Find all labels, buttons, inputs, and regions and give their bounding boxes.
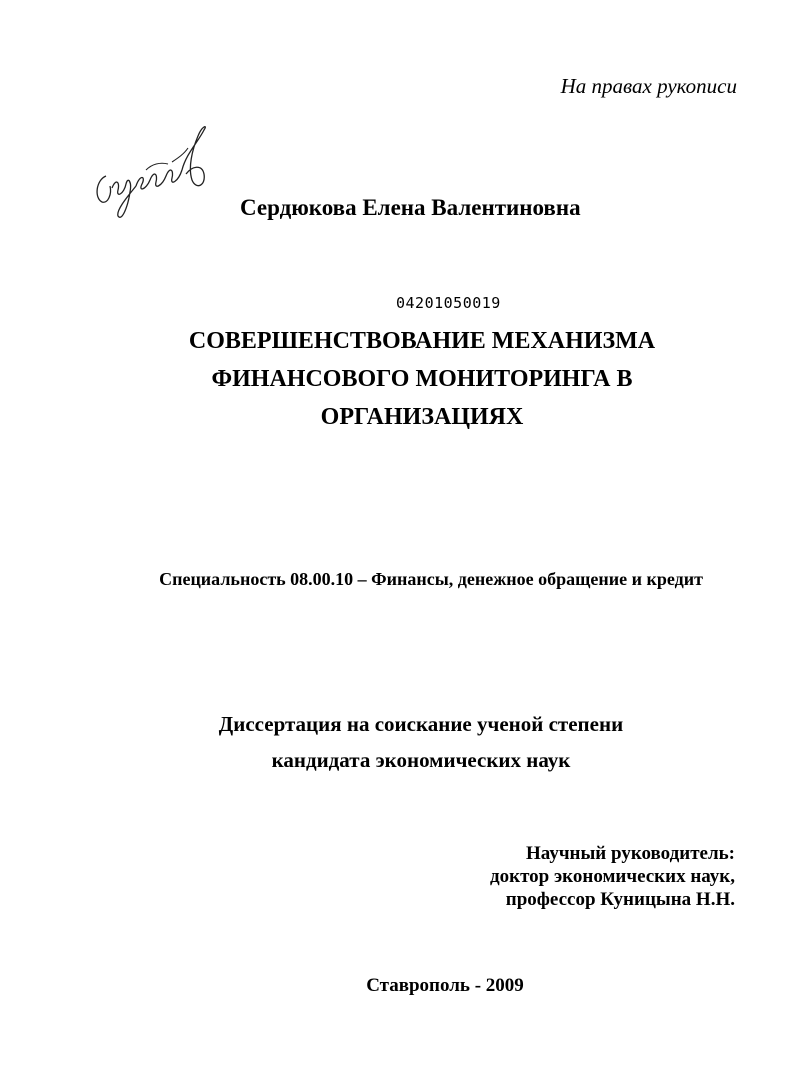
title-line: ОРГАНИЗАЦИЯХ [320,404,524,430]
dissertation-title [0,322,794,436]
author-name: Сердюкова Елена Валентиновна [240,195,581,220]
title-line: СОВЕРШЕНСТВОВАНИЕ МЕХАНИЗМА [188,328,656,354]
author-signature [88,124,216,228]
supervisor-block [490,842,735,911]
supervisor-line: доктор экономических наук, [490,866,735,887]
degree-statement [0,706,794,778]
rights-note: На правах рукописи [560,74,737,98]
degree-line: кандидата экономических наук [271,748,571,772]
degree-line: Диссертация на соискание ученой степени [218,712,624,736]
registry-code: 04201050019 [396,294,501,312]
supervisor-line: профессор Куницына Н.Н. [505,889,735,910]
title-line: ФИНАНСОВОГО МОНИТОРИНГА В [211,366,633,392]
supervisor-line: Научный руководитель: [526,843,735,864]
specialty: Специальность 08.00.10 – Финансы, денежное обращение и кредит [159,569,703,589]
place-year: Ставрополь - 2009 [366,975,524,996]
